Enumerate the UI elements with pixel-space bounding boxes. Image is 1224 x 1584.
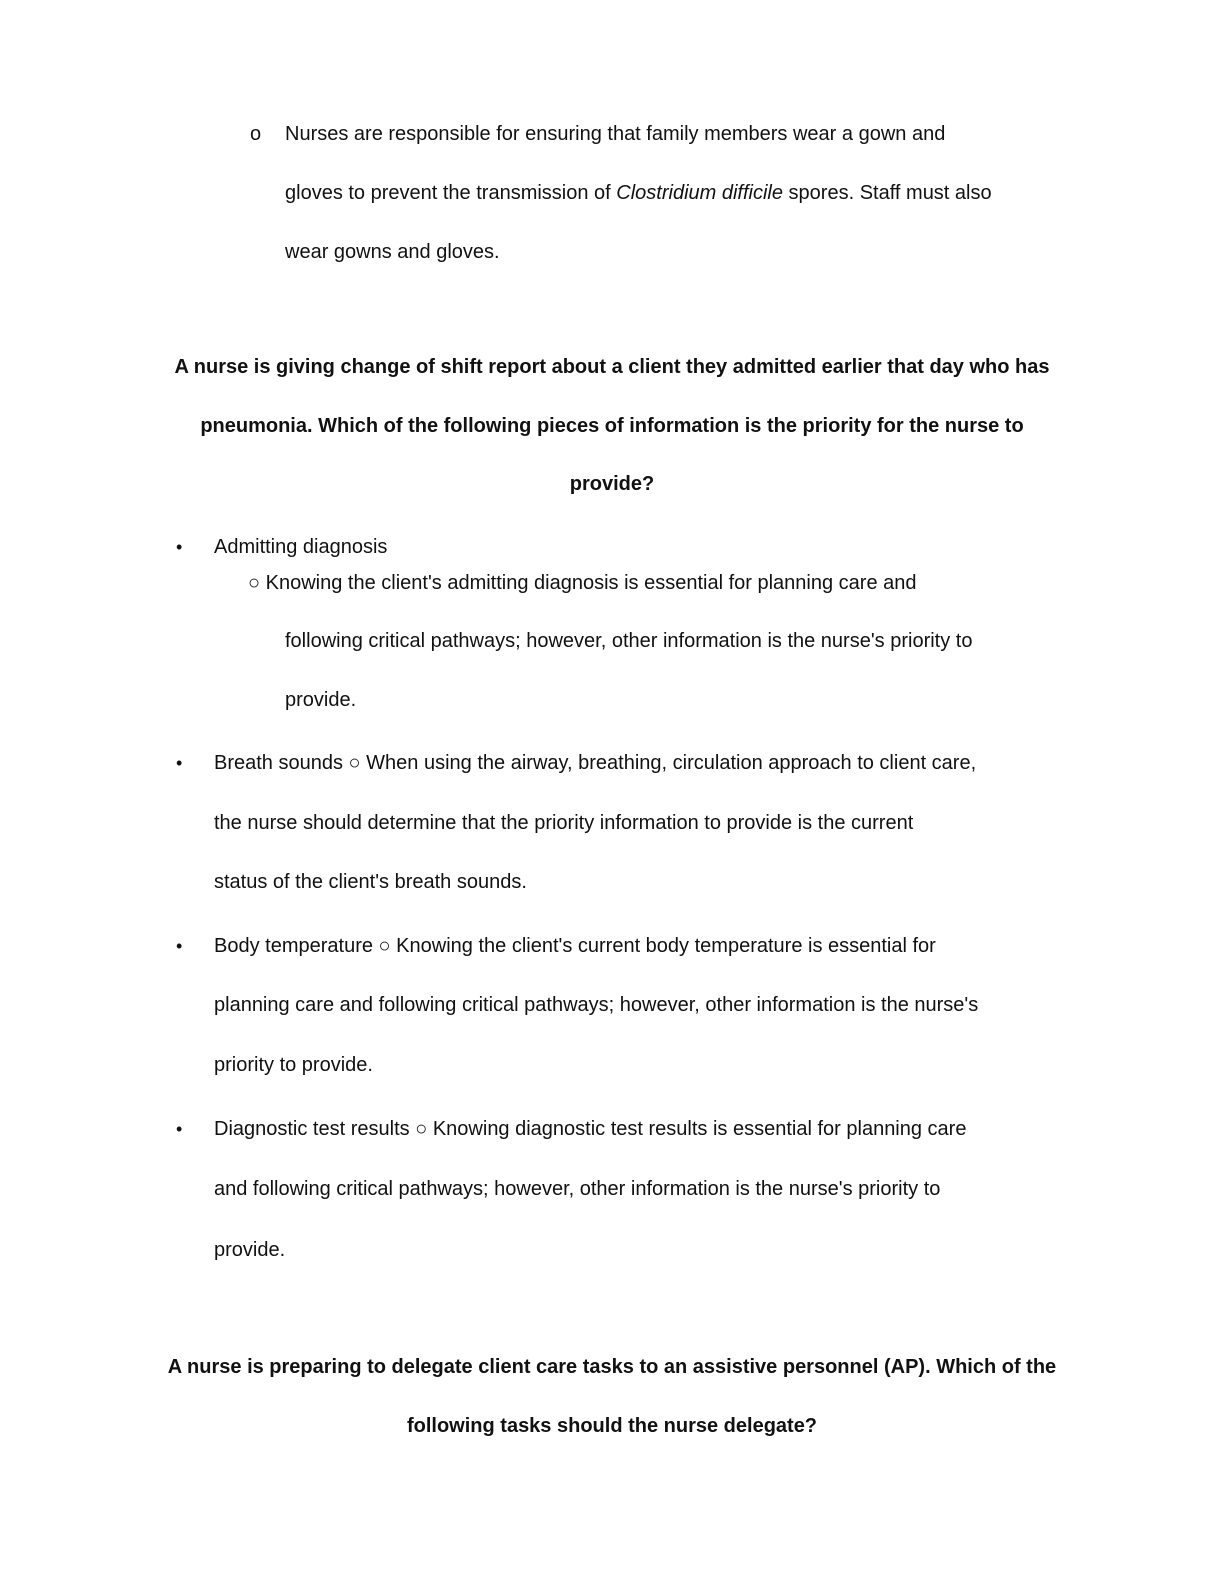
option-label: Body temperature (214, 935, 373, 957)
option-label: Diagnostic test results (214, 1118, 410, 1140)
intro-line-3: wear gowns and gloves. (285, 241, 500, 263)
option-rationale-line: planning care and following critical pathways; however, other information is the nurse's (214, 994, 979, 1016)
question-1-line-3: provide? (569, 473, 655, 495)
option-rationale-line: following critical pathways; however, other information is the nurse's priority to (285, 630, 973, 652)
option-rationale-line: status of the client's breath sounds. (214, 871, 527, 893)
question-1-line-2: pneumonia. Which of the following pieces of information is the priority for the nurse to (200, 415, 1024, 437)
question-2-line-1: A nurse is preparing to delegate client care tasks to an assistive personnel (AP). Which of the (167, 1356, 1057, 1378)
option-line: Body temperature ○ Knowing the client's current body temperature is essential for (214, 935, 936, 957)
option-rationale-line: priority to provide. (214, 1054, 373, 1076)
question-1-line-1: A nurse is giving change of shift report about a client they admitted earlier that day who has (174, 356, 1050, 378)
option-rationale-line: ○ Knowing the client's admitting diagnosis is essential for planning care and (248, 572, 917, 594)
option-rationale-line: the nurse should determine that the priority information to provide is the current (214, 812, 914, 834)
bullet-icon: • (176, 753, 183, 773)
bullet-icon: • (176, 537, 183, 557)
question-2-line-2: following tasks should the nurse delegate? (406, 1415, 818, 1437)
intro-line-1: Nurses are responsible for ensuring that family members wear a gown and (285, 123, 946, 145)
option-rationale-line: provide. (285, 689, 357, 711)
bullet-icon: • (176, 1119, 183, 1139)
option-line: Breath sounds ○ When using the airway, breathing, circulation approach to client care, (214, 752, 977, 774)
option-label: Breath sounds (214, 752, 343, 774)
option-rationale-line: and following critical pathways; however, other information is the nurse's priority to (214, 1178, 941, 1200)
bullet-icon: • (176, 936, 183, 956)
option-label: Admitting diagnosis (214, 536, 388, 558)
option-line: Diagnostic test results ○ Knowing diagnostic test results is essential for planning care (214, 1118, 967, 1140)
sub-bullet-marker: o (250, 123, 262, 145)
option-rationale-line: provide. (214, 1239, 286, 1261)
intro-line-2: gloves to prevent the transmission of Clostridium difficile spores. Staff must also (285, 182, 992, 204)
